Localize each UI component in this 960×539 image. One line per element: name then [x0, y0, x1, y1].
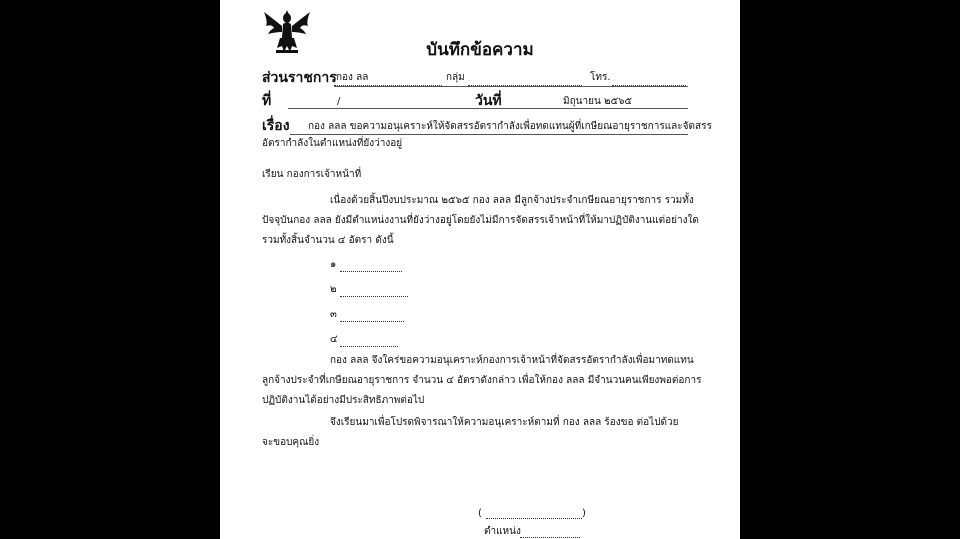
list-item-2: ๒	[330, 284, 337, 295]
position-label: ตำแหน่ง	[484, 526, 521, 537]
phone-label: โทร.	[590, 72, 611, 83]
ref-separator: /	[337, 96, 341, 107]
para3-line-1: จึงเรียนมาเพื่อโปรดพิจารณาให้ความอนุเคราะห์ตามที่ กอง ลลล ร้องขอ ต่อไปด้วย	[330, 417, 679, 428]
subject-line-1: กอง ลลล ขอความอนุเคราะห์ให้จัดสรรอัตรากำลังเพื่อทดแทนผู้ที่เกษียณอายุราชการและจัดสรร	[308, 121, 712, 132]
division-label: กลุ่ม	[446, 72, 465, 83]
department-label: ส่วนราชการ	[262, 70, 337, 86]
subject-underline	[290, 134, 688, 135]
para1-line-1: เนื่องด้วยสิ้นปีงบประมาณ ๒๕๖๕ กอง ลลล มีลูกจ้างประจำเกษียณอายุราชการ รวมทั้ง	[330, 195, 694, 206]
phone-line	[612, 73, 686, 86]
department-value: กอง ลล	[336, 72, 369, 83]
memo-title: บันทึกข้อความ	[426, 40, 534, 60]
signature-open-paren: (	[478, 508, 482, 519]
signature-close-paren: )	[582, 508, 586, 519]
signature-name-line	[486, 506, 582, 519]
department-underline	[334, 86, 688, 87]
list-item-1-line	[340, 259, 402, 272]
division-line	[468, 73, 582, 86]
list-item-1: ๑	[330, 259, 337, 270]
subject-line-2: อัตรากำลังในตำแหน่งที่ยังว่างอยู่	[262, 138, 403, 149]
subject-label: เรื่อง	[262, 118, 290, 134]
para2-line-3: ปฏิบัติงานได้อย่างมีประสิทธิภาพต่อไป	[262, 395, 425, 406]
date-label: วันที่	[475, 93, 502, 109]
memo-page	[220, 0, 740, 539]
date-value: มิถุนายน ๒๕๖๕	[563, 96, 633, 107]
list-item-3: ๓	[330, 309, 337, 320]
position-line	[520, 525, 580, 538]
para3-line-2: จะขอบคุณยิ่ง	[262, 437, 320, 448]
para1-line-2: ปัจจุบันกอง ลลล ยังมีตำแหน่งงานที่ยังว่างอยู่โดยยังไม่มีการจัดสรรเจ้าหน้าที่ให้มาปฏิบัติงานแต่อย่างใด	[262, 215, 699, 226]
list-item-3-line	[340, 309, 404, 322]
ref-underline	[288, 108, 688, 109]
list-item-4: ๔	[330, 334, 338, 345]
para2-line-2: ลูกจ้างประจำที่เกษียณอายุราชการ จำนวน ๔ อัตราดังกล่าว เพื่อให้กอง ลลล มีจำนวนคนเพียงพอต่อการ	[262, 375, 702, 386]
ref-label: ที่	[262, 93, 272, 109]
para2-line-1: กอง ลลล จึงใคร่ขอความอนุเคราะห์กองการเจ้าหน้าที่จัดสรรอัตรากำลังเพื่อมาทดแทน	[330, 355, 694, 366]
para1-line-3: รวมทั้งสิ้นจำนวน ๔ อัตรา ดังนี้	[262, 235, 394, 246]
salutation: เรียน กองการเจ้าหน้าที่	[262, 169, 362, 180]
list-item-2-line	[340, 284, 408, 297]
list-item-4-line	[340, 334, 398, 347]
